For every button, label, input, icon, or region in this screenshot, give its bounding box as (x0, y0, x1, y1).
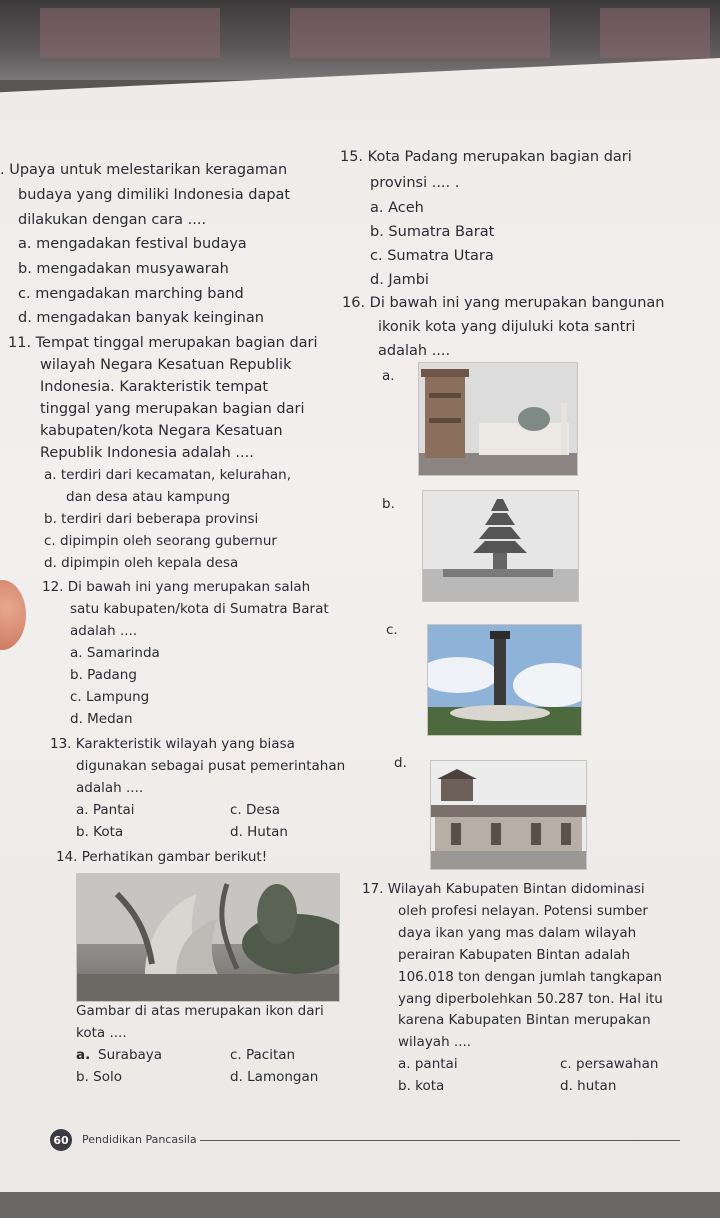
q13-option-c: c. Desa (230, 802, 281, 818)
q12-option-d: d. Medan (70, 711, 133, 727)
q13-option-d: d. Hutan (230, 824, 288, 840)
q10-stem-line: dilakukan dengan cara .... (18, 212, 207, 228)
q10-option-d: d. mengadakan banyak keinginan (18, 310, 264, 326)
q15-option-a: a. Aceh (370, 200, 424, 216)
q16-stem-line: 16. Di bawah ini yang merupakan bangunan (342, 295, 665, 311)
q11-option-a-cont: dan desa atau kampung (66, 489, 231, 505)
q16-image-b (422, 490, 579, 602)
q12-stem-line: adalah .... (70, 623, 138, 639)
q15-option-d: d. Jambi (370, 272, 429, 288)
q12-stem-line: satu kabupaten/kota di Sumatra Barat (70, 601, 329, 617)
q10-stem-line: . Upaya untuk melestarikan keragaman (0, 162, 288, 178)
q13-stem-line: digunakan sebagai pusat pemerintahan (76, 758, 346, 774)
q17-stem-line: karena Kabupaten Bintan merupakan (398, 1012, 651, 1028)
q16-stem-line: adalah .... (378, 343, 451, 359)
crocodile-statue-image (77, 874, 339, 1001)
q16-label-a: a. (382, 368, 395, 384)
q16-image-a (418, 362, 578, 476)
q13-stem-line: adalah .... (76, 780, 144, 796)
q12-stem-line: 12. Di bawah ini yang merupakan salah (42, 579, 311, 595)
q11-stem-line: kabupaten/kota Negara Kesatuan (40, 423, 283, 439)
q13-option-b: b. Kota (76, 824, 124, 840)
q17-stem-line: perairan Kabupaten Bintan adalah (398, 947, 631, 963)
menara-kudus-mosque-image (419, 363, 577, 475)
q17-stem-line: wilayah .... (398, 1034, 472, 1050)
q17-stem-line: daya ikan yang mas dalam wilayah (398, 925, 637, 941)
background-bottom (0, 1192, 720, 1218)
q16-label-c: c. (386, 622, 398, 638)
q14-option-d: d. Lamongan (230, 1069, 319, 1085)
q16-label-b: b. (382, 496, 395, 512)
q17-stem-line: oleh profesi nelayan. Potensi sumber (398, 903, 648, 919)
monument-tower-image (428, 625, 581, 735)
q14-stem: 14. Perhatikan gambar berikut! (56, 849, 268, 865)
q11-stem-line: 11. Tempat tinggal merupakan bagian dari (8, 335, 318, 351)
q11-stem-line: Republik Indonesia adalah .... (40, 445, 254, 461)
q15-option-c: c. Sumatra Utara (370, 248, 494, 264)
q10-option-a: a. mengadakan festival budaya (18, 236, 247, 252)
q12-option-c: c. Lampung (70, 689, 150, 705)
q16-image-c (427, 624, 582, 736)
q10-option-b: b. mengadakan musyawarah (18, 261, 229, 277)
q17-stem-line: 106.018 ton dengan jumlah tangkapan (398, 969, 662, 985)
q14-option-a: Surabaya (98, 1047, 163, 1063)
q10-stem-line: budaya yang dimiliki Indonesia dapat (18, 187, 291, 203)
q14-option-c: c. Pacitan (230, 1047, 296, 1063)
q11-option-d: d. dipimpin oleh kepala desa (44, 555, 239, 571)
q14-icon-photo (76, 873, 340, 1002)
q10-option-c: c. mengadakan marching band (18, 286, 244, 302)
q11-option-a: a. terdiri dari kecamatan, kelurahan, (44, 467, 292, 483)
q13-option-a: a. Pantai (76, 802, 135, 818)
q14-answer-mark: a. (76, 1047, 91, 1063)
q13-stem-line: 13. Karakteristik wilayah yang biasa (50, 736, 295, 752)
q16-stem-line: ikonik kota yang dijuluki kota santri (378, 319, 636, 335)
q11-stem-line: tinggal yang merupakan bagian dari (40, 401, 305, 417)
palace-building-image (431, 761, 586, 869)
q15-stem-line: 15. Kota Padang merupakan bagian dari (340, 149, 632, 165)
pagoda-temple-image (423, 491, 578, 601)
footer-rule (200, 1140, 680, 1141)
q17-option-d: d. hutan (560, 1078, 617, 1094)
q14-after-line: kota .... (76, 1025, 127, 1041)
q15-option-b: b. Sumatra Barat (370, 224, 495, 240)
q16-label-d: d. (394, 755, 407, 771)
q17-option-a: a. pantai (398, 1056, 458, 1072)
q14-after-line: Gambar di atas merupakan ikon dari (76, 1003, 324, 1019)
q17-option-b: b. kota (398, 1078, 445, 1094)
q17-option-c: c. persawahan (560, 1056, 659, 1072)
page-number: 60 (50, 1129, 72, 1151)
q14-option-b: b. Solo (76, 1069, 122, 1085)
q12-option-b: b. Padang (70, 667, 137, 683)
q11-stem-line: Indonesia. Karakteristik tempat (40, 379, 269, 395)
q15-stem-line: provinsi .... . (370, 175, 460, 191)
q16-image-d (430, 760, 587, 870)
book-title: Pendidikan Pancasila (82, 1133, 197, 1146)
q17-stem-line: 17. Wilayah Kabupaten Bintan didominasi (362, 881, 645, 897)
q17-stem-line: yang diperbolehkan 50.287 ton. Hal itu (398, 991, 663, 1007)
q11-option-b: b. terdiri dari beberapa provinsi (44, 511, 259, 527)
q11-stem-line: wilayah Negara Kesatuan Republik (40, 357, 292, 373)
q12-option-a: a. Samarinda (70, 645, 160, 661)
q11-option-c: c. dipimpin oleh seorang gubernur (44, 533, 277, 549)
